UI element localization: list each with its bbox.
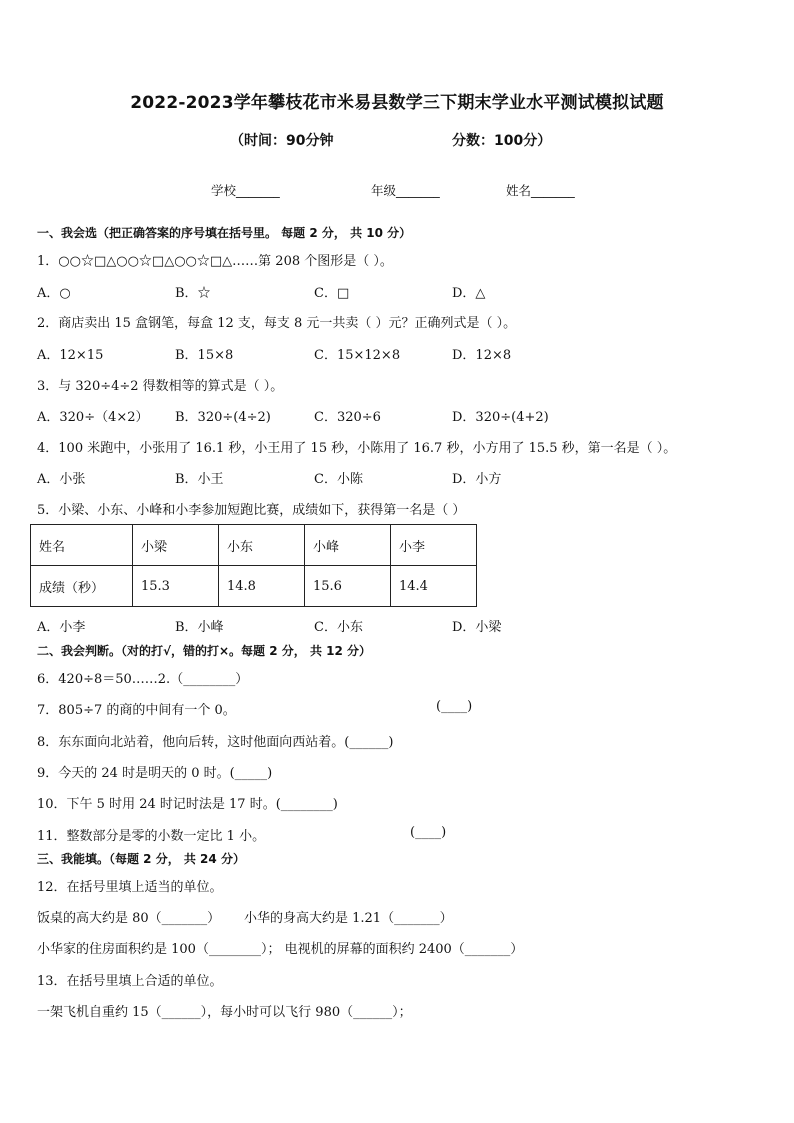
grade-field: 年级_______ — [371, 183, 440, 198]
option: B．小峰 — [175, 620, 224, 635]
option: C．小陈 — [314, 472, 363, 487]
table-cell: 小李 — [391, 525, 477, 566]
table-cell: 姓名 — [31, 525, 133, 566]
question-text: 2．商店卖出 15 盒钢笔，每盒 12 支，每支 8 元一共卖（ ）元？正确列式是（ ）。 — [37, 316, 517, 331]
option: A．小李 — [37, 620, 86, 635]
judgement-item: 9．今天的 24 时是明天的 0 时。(_____) — [37, 766, 273, 781]
question-text: 13．在括号里填上合适的单位。 — [37, 974, 223, 989]
option: A．小张 — [37, 472, 86, 487]
table-row — [31, 566, 477, 607]
option: D．小方 — [452, 472, 502, 487]
question-text: 4．100 米跑中，小张用了 16.1 秒，小王用了 15 秒，小陈用了 16.7 秒，小方用了 15.5 秒，第一名是（ ）。 — [37, 441, 677, 456]
table-cell: 14.4 — [391, 566, 477, 607]
option: C．小东 — [314, 620, 363, 635]
school-field: 学校_______ — [211, 183, 280, 198]
section-heading: 一、我会选（把正确答案的序号填在括号里。 每题 2 分， 共 10 分） — [37, 226, 412, 240]
name-field: 姓名_______ — [506, 183, 575, 198]
judgement-item: 7．805÷7 的商的中间有一个 0。 — [37, 703, 236, 718]
option: C．15×12×8 — [314, 348, 401, 363]
table-cell: 小峰 — [305, 525, 391, 566]
fill-line: 一架飞机自重约 15（______），每小时可以飞行 980（______）； — [37, 1005, 412, 1020]
option: D．△ — [452, 286, 486, 301]
option: A．12×15 — [37, 348, 104, 363]
results-table — [30, 524, 477, 607]
answer-blank: (____) — [410, 825, 447, 840]
judgement-item: 6．420÷8＝50……2.（________） — [37, 672, 249, 687]
exam-time: （时间：90分钟 — [230, 133, 334, 149]
judgement-item: 11．整数部分是零的小数一定比 1 小。 — [37, 829, 266, 844]
option: D．12×8 — [452, 348, 512, 363]
table-cell: 15.3 — [133, 566, 219, 607]
option: B．15×8 — [175, 348, 234, 363]
page-title: 2022-2023学年攀枝花市米易县数学三下期末学业水平测试模拟试题 — [130, 93, 664, 113]
option: B．☆ — [175, 286, 211, 301]
exam-score: 分数：100分） — [452, 133, 552, 149]
judgement-item: 10．下午 5 时用 24 时记时法是 17 时。(________) — [37, 797, 338, 812]
table-cell: 14.8 — [219, 566, 305, 607]
option: B．320÷(4÷2) — [175, 410, 271, 425]
option: A．○ — [37, 286, 71, 301]
section-heading: 三、我能填。（每题 2 分， 共 24 分） — [37, 852, 245, 866]
option: D．小梁 — [452, 620, 502, 635]
option: C．□ — [314, 286, 350, 301]
table-cell: 小梁 — [133, 525, 219, 566]
table-cell: 成绩（秒） — [31, 566, 133, 607]
judgement-item: 8．东东面向北站着，他向后转，这时他面向西站着。(______) — [37, 735, 394, 750]
question-text: 3．与 320÷4÷2 得数相等的算式是（ ）。 — [37, 379, 284, 394]
option: D．320÷(4+2) — [452, 410, 549, 425]
section-heading: 二、我会判断。（对的打√，错的打×。每题 2 分， 共 12 分） — [37, 644, 371, 658]
question-text: 12．在括号里填上适当的单位。 — [37, 880, 223, 895]
fill-line: 小华的身高大约是 1.21（_______） — [244, 911, 453, 926]
table-cell: 15.6 — [305, 566, 391, 607]
table-row — [31, 525, 477, 566]
table-cell: 小东 — [219, 525, 305, 566]
answer-blank: (____) — [436, 699, 473, 714]
fill-line: 小华家的住房面积约是 100（________）； 电视机的屏幕的面积约 2400（_______） — [37, 942, 524, 957]
fill-line: 饭桌的高大约是 80（_______） — [37, 911, 221, 926]
question-text: 5．小梁、小东、小峰和小李参加短跑比赛，成绩如下，获得第一名是（ ） — [37, 503, 466, 518]
option: B．小王 — [175, 472, 224, 487]
option: A．320÷（4×2） — [37, 410, 149, 425]
option: C．320÷6 — [314, 410, 381, 425]
question-text: 1．○○☆□△○○☆□△○○☆□△……第 208 个图形是（ ）。 — [37, 254, 393, 269]
